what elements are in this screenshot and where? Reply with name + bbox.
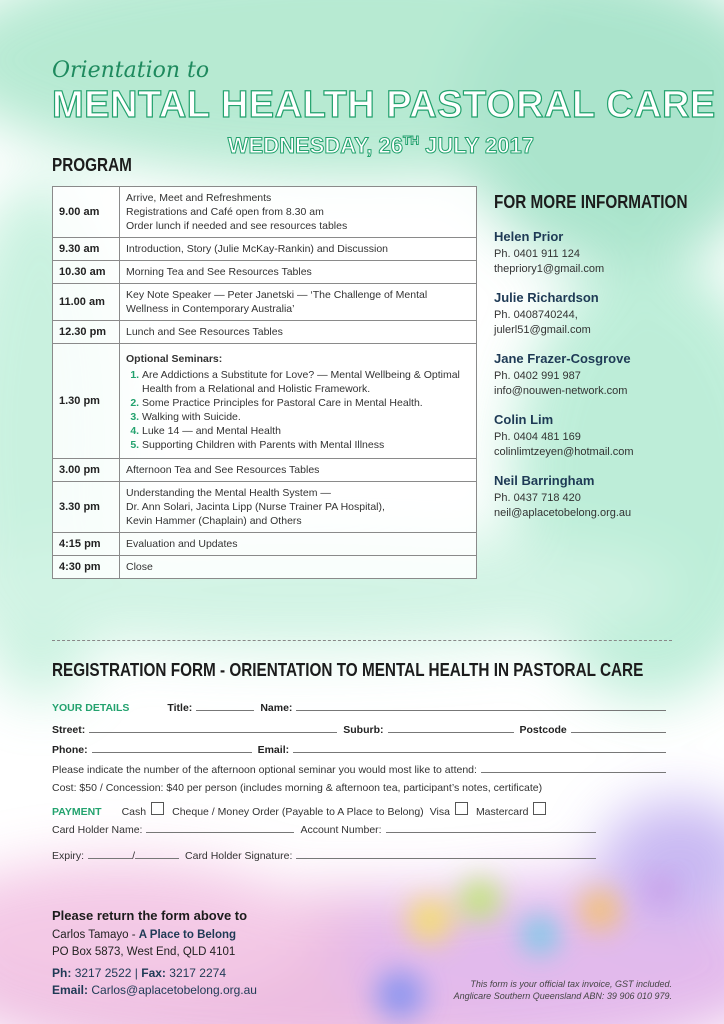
return-po-box: PO Box 5873, West End, QLD 4101 — [52, 946, 236, 958]
contact-phone: Ph. 0408740244, — [494, 309, 578, 321]
contact-phone: Ph. 0437 718 420 — [494, 492, 581, 504]
footnote-line-2: Anglicare Southern Queensland ABN: 39 906 010 979. — [453, 991, 672, 1001]
program-heading: PROGRAM — [52, 155, 132, 175]
seminar-item: 5. Supporting Children with Parents with Mental Illness — [142, 438, 470, 452]
seminar-item: 1. Are Addictions a Substitute for Love? — Mental Wellbeing & Optimal Health from a Relational and Holistic Framework. — [142, 368, 470, 396]
program-line: Arrive, Meet and Refreshments — [126, 192, 272, 204]
info-heading: FOR MORE INFORMATION — [494, 192, 688, 212]
registration-heading: REGISTRATION FORM - ORIENTATION TO MENTAL HEALTH IN PASTORAL CARE — [52, 660, 644, 680]
suburb-label: Suburb: — [343, 724, 384, 736]
contact-email: colinlimtzeyen@hotmail.com — [494, 446, 634, 458]
subtitle: Orientation to — [52, 58, 210, 83]
return-phone-fax: Ph: 3217 2522 | Fax: 3217 2274 — [52, 966, 226, 980]
contact-name: Neil Barringham — [494, 473, 595, 488]
cheque-label: Cheque / Money Order (Payable to A Place to Belong) — [172, 806, 424, 818]
postcode-label: Postcode — [519, 724, 567, 736]
expiry-label: Expiry: — [52, 850, 85, 862]
program-time: 9.00 am — [53, 187, 120, 238]
cash-checkbox[interactable] — [151, 802, 164, 815]
phone-field[interactable] — [92, 742, 252, 753]
contact-card — [494, 290, 704, 338]
program-line: Lunch and See Resources Tables — [126, 326, 283, 338]
return-address — [52, 908, 352, 999]
program-time: 12.30 pm — [53, 321, 120, 344]
program-description — [120, 261, 477, 284]
program-row — [53, 284, 477, 321]
contact-name: Colin Lim — [494, 412, 554, 427]
program-description — [120, 344, 477, 459]
card-holder-field[interactable] — [146, 822, 294, 833]
card-holder-label: Card Holder Name: — [52, 824, 143, 836]
program-time: 3.30 pm — [53, 482, 120, 533]
program-row — [53, 321, 477, 344]
signature-label: Card Holder Signature: — [185, 850, 293, 862]
program-description — [120, 482, 477, 533]
contact-card — [494, 351, 704, 399]
your-details-label: YOUR DETAILS — [52, 702, 130, 714]
program-time: 1.30 pm — [53, 344, 120, 459]
contact-name: Julie Richardson — [494, 290, 599, 305]
program-description — [120, 533, 477, 556]
seminar-choice-field[interactable] — [481, 762, 666, 773]
street-label: Street: — [52, 724, 86, 736]
contact-email: thepriory1@gmail.com — [494, 263, 605, 275]
return-email: Email: Carlos@aplacetobelong.org.au — [52, 983, 257, 997]
program-line: Dr. Ann Solari, Jacinta Lipp (Nurse Trainer PA Hospital), — [126, 501, 385, 513]
program-line: Registrations and Café open from 8.30 am — [126, 206, 324, 218]
contact-card — [494, 412, 704, 460]
postcode-field[interactable] — [571, 722, 666, 733]
seminar-item: 2. Some Practice Principles for Pastoral Care in Mental Health. — [142, 396, 470, 410]
contact-email: info@nouwen-network.com — [494, 385, 628, 397]
visa-label: Visa — [429, 806, 450, 818]
seminar-item: 4. Luke 14 — and Mental Health — [142, 424, 470, 438]
program-description — [120, 321, 477, 344]
expiry-separator: / — [132, 850, 136, 862]
account-number-field[interactable] — [386, 822, 596, 833]
title-field[interactable] — [196, 700, 254, 711]
program-row — [53, 459, 477, 482]
expiry-month-field[interactable] — [88, 848, 132, 859]
contact-card — [494, 473, 704, 521]
program-row — [53, 533, 477, 556]
contact-card — [494, 229, 704, 277]
return-recipient: Carlos Tamayo - A Place to Belong — [52, 929, 237, 941]
name-label: Name: — [260, 702, 293, 714]
tax-footnote — [454, 978, 672, 1002]
seminar-list — [126, 368, 470, 452]
program-row — [53, 482, 477, 533]
seminar-question: Please indicate the number of the afternoon optional seminar you would most like to attend: — [52, 764, 477, 776]
return-heading: Please return the form above to — [52, 908, 248, 923]
contact-phone: Ph. 0404 481 169 — [494, 431, 581, 443]
street-field[interactable] — [89, 722, 337, 733]
account-number-label: Account Number: — [300, 824, 382, 836]
mastercard-checkbox[interactable] — [533, 802, 546, 815]
title-label: Title: — [167, 702, 193, 714]
program-line: Morning Tea and See Resources Tables — [126, 266, 312, 278]
program-line: Close — [126, 561, 153, 573]
contact-name: Helen Prior — [494, 229, 564, 244]
program-line: Afternoon Tea and See Resources Tables — [126, 464, 320, 476]
program-line: Introduction, Story (Julie McKay-Rankin) and Discussion — [126, 243, 389, 255]
contact-phone: Ph. 0402 991 987 — [494, 370, 581, 382]
seminar-item: 3. Walking with Suicide. — [142, 410, 470, 424]
expiry-year-field[interactable] — [135, 848, 179, 859]
program-time: 11.00 am — [53, 284, 120, 321]
registration-form — [52, 700, 672, 868]
cash-label: Cash — [121, 806, 147, 818]
program-description — [120, 187, 477, 238]
footnote-line-1: This form is your official tax invoice, GST included. — [470, 979, 672, 989]
program-line: Understanding the Mental Health System — — [126, 487, 331, 499]
program-line: Wellness in Contemporary Australia’ — [126, 303, 295, 315]
program-line: Order lunch if needed and see resources tables — [126, 220, 348, 232]
divider — [52, 640, 672, 641]
program-description — [120, 459, 477, 482]
program-description — [120, 238, 477, 261]
contact-phone: Ph. 0401 911 124 — [494, 248, 581, 260]
program-line: Kevin Hammer (Chaplain) and Others — [126, 515, 302, 527]
program-table — [52, 186, 477, 579]
email-field[interactable] — [293, 742, 666, 753]
program-row — [53, 238, 477, 261]
contact-email: julerl51@gmail.com — [494, 324, 591, 336]
signature-field[interactable] — [296, 848, 596, 859]
program-time: 4:30 pm — [53, 556, 120, 579]
mastercard-label: Mastercard — [475, 806, 529, 818]
program-row — [53, 261, 477, 284]
name-field[interactable] — [296, 700, 666, 711]
program-time: 3.00 pm — [53, 459, 120, 482]
event-date: WEDNESDAY, 26TH JULY 2017 — [227, 133, 534, 158]
program-time: 4:15 pm — [53, 533, 120, 556]
more-information — [494, 192, 704, 534]
program-row — [53, 344, 477, 459]
program-description — [120, 284, 477, 321]
visa-checkbox[interactable] — [455, 802, 468, 815]
program-line: Evaluation and Updates — [126, 538, 238, 550]
program-row — [53, 556, 477, 579]
payment-label: PAYMENT — [52, 806, 102, 818]
email-label: Email: — [257, 744, 290, 756]
program-time: 10.30 am — [53, 261, 120, 284]
cost-text: Cost: $50 / Concession: $40 per person (includes morning & afternoon tea, participant’s notes, certificate) — [52, 782, 543, 794]
program-line: Key Note Speaker — Peter Janetski — ‘The Challenge of Mental — [126, 289, 428, 301]
program-description — [120, 556, 477, 579]
phone-label: Phone: — [52, 744, 88, 756]
program-time: 9.30 am — [53, 238, 120, 261]
suburb-field[interactable] — [388, 722, 514, 733]
seminars-title: Optional Seminars: — [126, 353, 223, 365]
page-title: MENTAL HEALTH PASTORAL CARE — [52, 84, 716, 126]
contact-email: neil@aplacetobelong.org.au — [494, 507, 632, 519]
program-row — [53, 187, 477, 238]
contact-name: Jane Frazer-Cosgrove — [494, 351, 631, 366]
